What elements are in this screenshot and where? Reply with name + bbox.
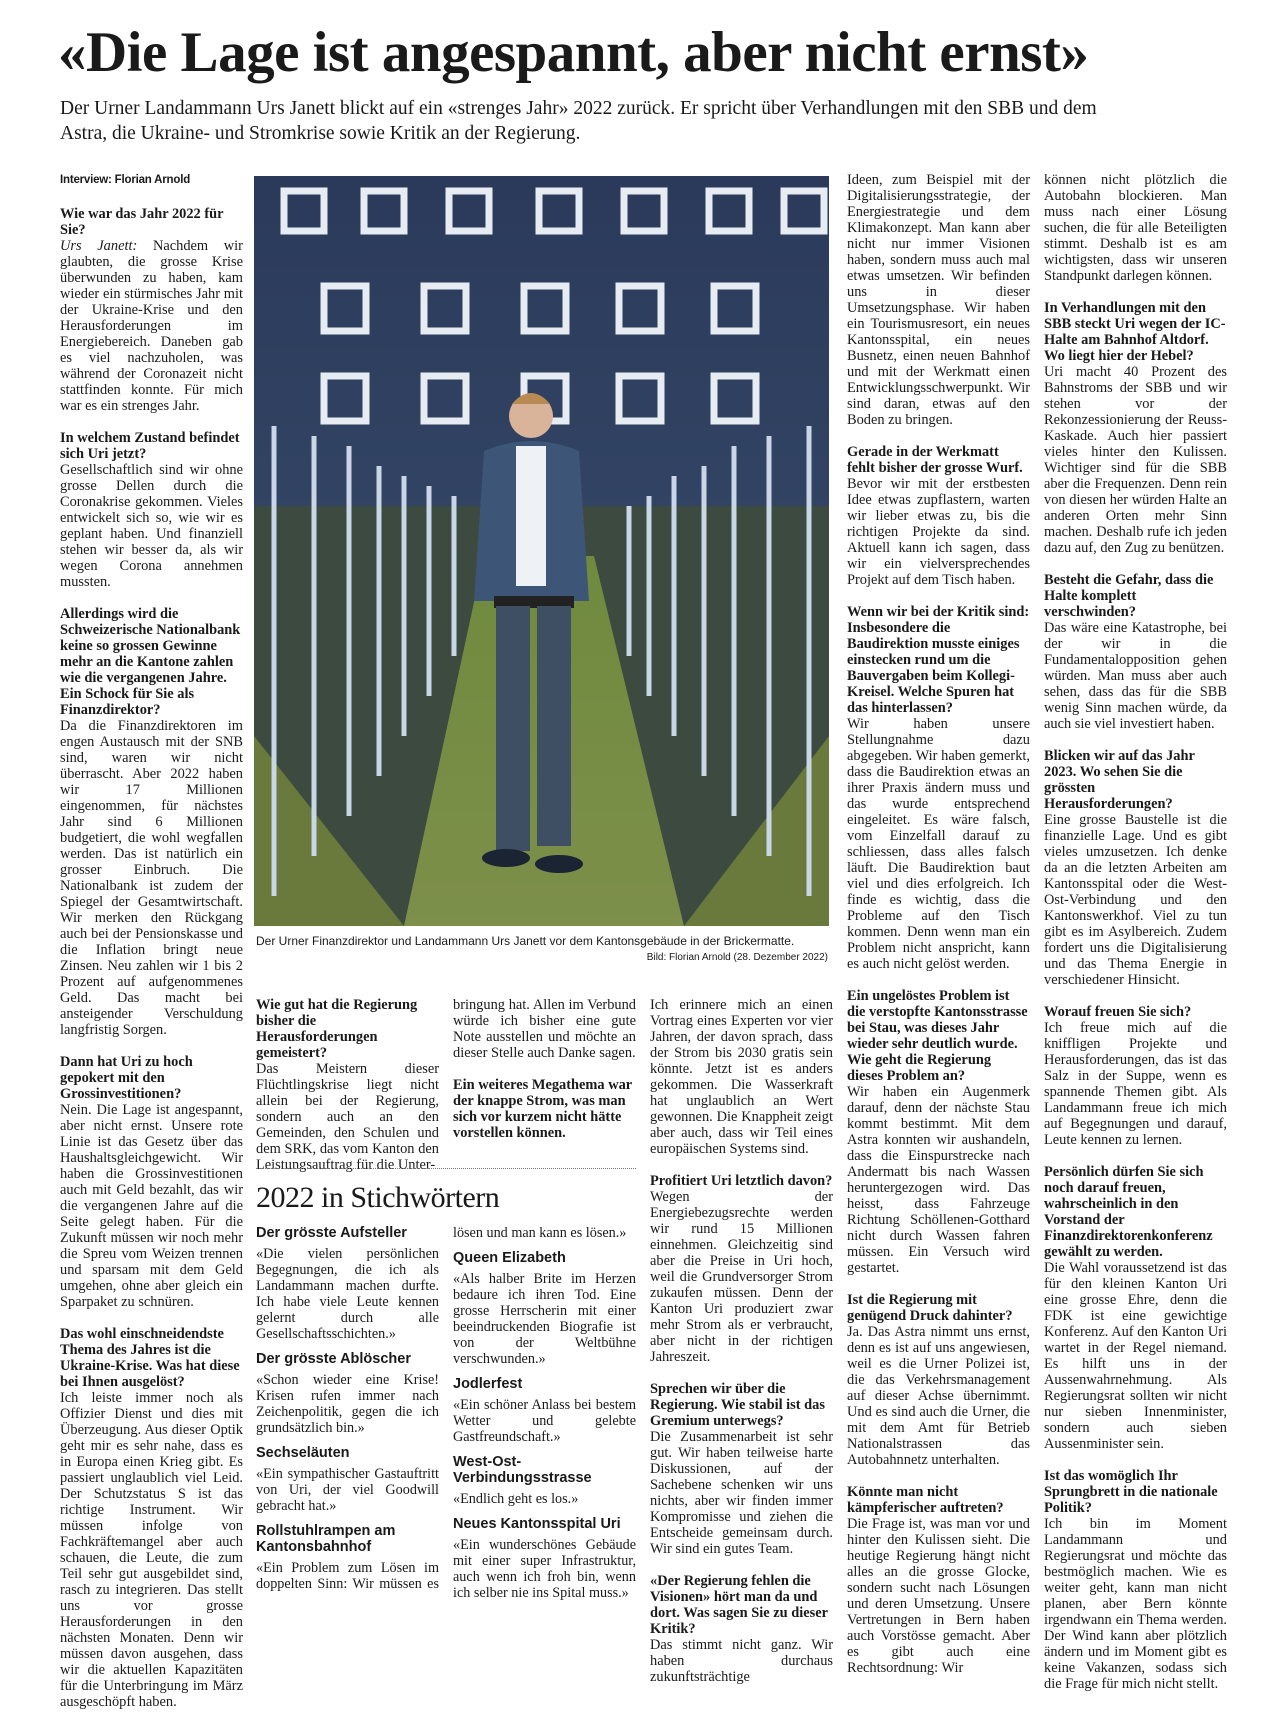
keyword-quote: «Ein sympathischer Gastauftritt von Uri, der viel Goodwill gebracht hat.» bbox=[256, 1466, 439, 1514]
qa-block bbox=[453, 1077, 636, 1141]
qa-block bbox=[847, 172, 1030, 428]
answer bbox=[1044, 1260, 1227, 1452]
keyword-title: Der grösste Ablöscher bbox=[256, 1351, 411, 1367]
article-column-6 bbox=[1044, 172, 1227, 1708]
answer bbox=[1044, 812, 1227, 988]
qa-block bbox=[60, 430, 243, 590]
question: Wie war das Jahr 2022 für Sie? bbox=[60, 206, 224, 238]
answer bbox=[650, 1637, 833, 1685]
qa-block bbox=[847, 604, 1030, 972]
keyword-title: Sechseläuten bbox=[256, 1445, 350, 1461]
keywords-list bbox=[256, 1225, 636, 1601]
qa-block bbox=[847, 1484, 1030, 1676]
answer-text: Gesellschaftlich sind wir ohne grosse Dellen durch die Coronakrise gekommen. Vieles entwickelt sich so, wie wir es geplant haben. Und finanziell stehen wir besser da, als wir wegen Corona annehmen mussten. bbox=[60, 462, 243, 590]
answer bbox=[847, 172, 1030, 428]
article-column-1 bbox=[60, 172, 243, 1726]
question: Gerade in der Werkmatt fehlt bisher der grosse Wurf. bbox=[847, 444, 1023, 476]
answer-text: Da die Finanzdirektoren im engen Austausch mit der SNB sind, waren wir nicht überrascht. Aber 2022 haben wir 17 Millionen eingenommen, für nächstes Jahr sind 6 Millionen budgetiert, die wohl wegfallen werden. Das ist natürlich ein grosser Einbruch. Die Nationalbank ist zudem der Spiegel der Gesamtwirtschaft. Wir merken den Rückgang auch bei der Pensionskasse und die Inflation bringt neue Zinsen. Neu zahlen wir 1 bis 2 Prozent auf aufgenommenes Geld. Das macht bei ansteigender Verschuldung langfristig Sorgen. bbox=[60, 718, 243, 1038]
qa-block bbox=[1044, 300, 1227, 556]
keyword-quote: «Die vielen persönlichen Begegnungen, die ich als Landammann machen durfte. Ich habe viele Leute kennen gelernt durch alle Gesellschaftsschichten.» bbox=[256, 1246, 439, 1342]
article-column-3 bbox=[453, 997, 636, 1157]
answer-text: Uri macht 40 Prozent des Bahnstroms der SBB und wir stehen vor der Rekonzessionierung der Reuss-Kaskade. Auch hier passiert vieles hinter den Kulissen. Wichtiger sind für die SBB aber die Frequenzen. Denn rein von diesen her würden Halte an anderen Orten mehr Sinn machen. Deshalb rufe ich jeden dazu auf, den Zug zu benützen. bbox=[1044, 364, 1227, 556]
answer-text: Das wäre eine Katastrophe, bei der wir in die Fundamentalopposition gehen würden. Man muss aber auch sehen, dass das für die SBB wenig Sinn machen würde, da auch sie viel investiert haben. bbox=[1044, 620, 1227, 732]
keywords-title: 2022 in Stichwörtern bbox=[256, 1181, 500, 1214]
photo-caption: Der Urner Finanzdirektor und Landammann Urs Janett vor dem Kantonsgebäude in der Brickermatte. bbox=[256, 934, 795, 948]
speaker-name: Urs Janett: bbox=[60, 238, 138, 254]
qa-block bbox=[60, 1054, 243, 1310]
lead-paragraph: Der Urner Landammann Urs Janett blickt auf ein «strenges Jahr» 2022 zurück. Er spricht über Verhandlungen mit den SBB und dem Astra, die Ukraine- und Stromkrise sowie Kritik an der Regierung. bbox=[60, 98, 1097, 144]
keyword-title: Der grösste Aufsteller bbox=[256, 1225, 407, 1241]
photo-image bbox=[254, 176, 829, 926]
question: Ist die Regierung mit genügend Druck dahinter? bbox=[847, 1292, 1013, 1324]
answer bbox=[256, 1061, 439, 1173]
question: Wie gut hat die Regierung bisher die Herausforderungen gemeistert? bbox=[256, 997, 418, 1061]
question: In Verhandlungen mit den SBB steckt Uri wegen der IC-Halte am Bahnhof Altdorf. Wo liegt hier der Hebel? bbox=[1044, 300, 1226, 364]
question: Besteht die Gefahr, dass die Halte komplett verschwinden? bbox=[1044, 572, 1214, 620]
answer-text: Die Wahl voraussetzend ist das für den kleinen Kanton Uri eine grosse Ehre, denn die FDK ist eine gewichtige Konferenz. Auf den Kanton Uri wartet in der Regel niemand. Es hilft uns in der Aussenwahrnehmung. Als Regierungsrat sollten wir nicht nur sieben Innenminister, sondern auch sieben Aussenminister sein. bbox=[1044, 1260, 1227, 1452]
answer-text: Wir haben unsere Stellungnahme dazu abgegeben. Wir haben gemerkt, dass die Baudirektion etwas an ihrer Praxis ändern muss und das wurde entsprechend eingeleitet. Es wäre falsch, vom Einzelfall darauf zu schliessen, dass alles falsch läuft. Die Baudirektion baut viel und dies erfolgreich. Ich finde es wichtig, dass die Probleme auf den Tisch kommen. Denn wenn man ein Problem nicht anspricht, kann es auch nicht gelöst werden. bbox=[847, 716, 1030, 972]
answer-text: Das Meistern dieser Flüchtlingskrise liegt nicht allein bei der Regierung, sondern auch an den Gemeinden, den Schulen und dem SRK, das vom Kanton den Leistungsauftrag für die Unter- bbox=[256, 1061, 439, 1173]
byline: Interview: Florian Arnold bbox=[60, 174, 191, 186]
answer bbox=[847, 476, 1030, 588]
answer-text: Das stimmt nicht ganz. Wir haben durchaus zukunftsträchtige bbox=[650, 1637, 833, 1685]
keyword-quote: «Ein wunderschönes Gebäude mit einer super Infrastruktur, auch wenn ich froh bin, wenn ich selber nie ins Spital muss.» bbox=[453, 1537, 636, 1601]
qa-block bbox=[453, 997, 636, 1061]
question: Wenn wir bei der Kritik sind: Insbesondere die Baudirektion musste einiges einstecken rund um die Bauvergaben beim Kollegi-Kreisel. Welche Spuren hat das hinterlassen? bbox=[847, 604, 1030, 716]
answer-text: Ja. Das Astra nimmt uns ernst, denn es ist auf uns angewiesen, weil es die Urner Polizei ist, die das Verkehrsmanagement auf dieser Achse übernimmt. Und es sind auch die Urner, die mit dem Amt für Betrieb Nationalstrassen das Autobahnnetz unterhalten. bbox=[847, 1324, 1030, 1468]
qa-block bbox=[256, 997, 439, 1173]
keyword-title: Jodlerfest bbox=[453, 1376, 523, 1392]
answer bbox=[1044, 172, 1227, 284]
qa-block bbox=[650, 997, 833, 1157]
qa-block bbox=[650, 1173, 833, 1365]
answer bbox=[650, 1429, 833, 1557]
question: Könnte man nicht kämpferischer auftreten? bbox=[847, 1484, 1004, 1516]
qa-block bbox=[1044, 172, 1227, 284]
answer-text: Die Frage ist, was man vor und hinter den Kulissen sieht. Die heutige Regierung hängt nicht alles an die grosse Glocke, sondern sucht nach Lösungen und deren Umsetzung. Unsere Vertretungen in Bern haben auch Vorstösse gemacht. Aber es gibt auch eine Rechtsordnung: Wir bbox=[847, 1516, 1030, 1676]
question: Sprechen wir über die Regierung. Wie stabil ist das Gremium unterwegs? bbox=[650, 1381, 825, 1429]
qa-block bbox=[1044, 1468, 1227, 1692]
answer bbox=[1044, 620, 1227, 732]
answer-text: Ich freue mich auf die kniffligen Projekte und Herausforderungen, das ist das Salz in der Suppe, wenn es spannende Themen gibt. Als Landammann freue ich mich auf Begegnungen und darauf, Leute kennen zu lernen. bbox=[1044, 1020, 1227, 1148]
question: «Der Regierung fehlen die Visionen» hört man da und dort. Was sagen Sie zu dieser Kritik? bbox=[650, 1573, 828, 1637]
answer bbox=[60, 1102, 243, 1310]
keyword-quote: «Ein schöner Anlass bei bestem Wetter und gelebte Gastfreundschaft.» bbox=[453, 1397, 636, 1445]
headline: «Die Lage ist angespannt, aber nicht ernst» bbox=[58, 21, 1089, 84]
keyword-title: Neues Kantonsspital Uri bbox=[453, 1516, 621, 1532]
answer bbox=[1044, 1020, 1227, 1148]
answer-text: Ich bin im Moment Landammann und Regierungsrat und möchte das bestmöglich machen. Wie es weiter geht, kann man nicht planen, aber Bern könnte irgendwann ein Thema werden. Der Wind kann aber plötzlich ändern und im Moment gibt es keine Vakanzen, sodass sich die Frage für mich nicht stellt. bbox=[1044, 1516, 1227, 1692]
answer-text: Die Zusammenarbeit ist sehr gut. Wir haben teilweise harte Diskussionen, auf der Sachebene schenken wir uns nichts, aber wir finden immer Kompromisse und ziehen die Entscheide gemeinsam durch. Wir sind ein gutes Team. bbox=[650, 1429, 833, 1557]
qa-block bbox=[1044, 1004, 1227, 1148]
question: Blicken wir auf das Jahr 2023. Wo sehen Sie die grössten Herausforderungen? bbox=[1044, 748, 1195, 812]
question: Profitiert Uri letztlich davon? bbox=[650, 1173, 833, 1189]
question: Ist das womöglich Ihr Sprungbrett in die nationale Politik? bbox=[1044, 1468, 1218, 1516]
answer-text: Eine grosse Baustelle ist die finanzielle Lage. Und es gibt vieles umzusetzen. Ich denke da an die letzten Arbeiten am Kantonsspital oder die West-Ost-Verbindung und den Kantonswerkhof. Viel zu tun gibt es im Asylbereich. Zudem fordert uns die Digitalisierung und das Thema Energie in verschiedener Hinsicht. bbox=[1044, 812, 1227, 988]
answer-text: Ideen, zum Beispiel mit der Digitalisierungsstrategie, der Energiestrategie und dem Klimakonzept. Man kann aber nicht nur immer Visionen haben, sondern muss auch mal etwas umsetzen. Wir befinden uns in dieser Umsetzungsphase. Wir haben ein Tourismusresort, ein neues Kantonsspital, ein neues Busnetz, einen neuen Bahnhof und mit der Werkmatt einen Entwicklungsschwerpunkt. Wir sind daran, etwas auf den Boden zu bringen. bbox=[847, 172, 1030, 428]
question: Ein ungelöstes Problem ist die verstopfte Kantonsstrasse bei Stau, was dieses Jahr wieder sehr deutlich wurde. Wie geht die Regierung dieses Problem an? bbox=[847, 988, 1028, 1084]
question: Persönlich dürfen Sie sich noch darauf freuen, wahrscheinlich in den Vorstand der Finanzdirektorenkonferenz gewählt zu werden. bbox=[1044, 1164, 1213, 1260]
answer bbox=[847, 1324, 1030, 1468]
keyword-title: West-Ost-Verbindungsstrasse bbox=[453, 1454, 592, 1486]
question: Worauf freuen Sie sich? bbox=[1044, 1004, 1192, 1020]
answer-text: bringung hat. Allen im Verbund würde ich bisher eine gute Note ausstellen und möchte an dieser Stelle auch Danke sagen. bbox=[453, 997, 636, 1061]
question: In welchem Zustand befindet sich Uri jetzt? bbox=[60, 430, 240, 462]
answer bbox=[847, 1516, 1030, 1676]
qa-block bbox=[1044, 748, 1227, 988]
answer-text: Wir haben ein Augenmerk darauf, denn der nächste Stau kommt bestimmt. Mit dem Astra konnten wir aushandeln, dass die Einspurstrecke nach Andermatt bis nach Wassen heruntergezogen wird. Das heisst, dass Fahrzeuge Richtung Schöllenen-Gotthard nicht durch Wassen fahren müssen. Ein Versuch wird gestartet. bbox=[847, 1084, 1030, 1276]
answer-text: Wegen der Energiebezugsrechte werden wir rund 15 Millionen einnehmen. Gleichzeitig sind aber die Preise in Uri hoch, weil die Grundversorger Strom zukaufen müssen. Denn der Kanton Uri produziert zwar mehr Strom als er verbraucht, aber nicht in der richtigen Jahreszeit. bbox=[650, 1189, 833, 1365]
keyword-quote: «Endlich geht es los.» bbox=[453, 1491, 579, 1507]
portrait-photo bbox=[254, 176, 829, 926]
answer-text: Ich erinnere mich an einen Vortrag eines Experten vor vier Jahren, der davon sprach, dass der Strom bis 2030 gratis sein könnte. Jetzt ist es anders gekommen. Die Wasserkraft hat unglaublich an Wert gewonnen. Die Knappheit zeigt aber auch, dass wir Teil eines europäischen Systems sind. bbox=[650, 997, 833, 1157]
qa-block bbox=[60, 1326, 243, 1710]
answer bbox=[60, 238, 243, 414]
keywords-box bbox=[256, 1168, 636, 1601]
keyword-title: Queen Elizabeth bbox=[453, 1250, 566, 1266]
keyword-quote: «Schon wieder eine Krise! Krisen rufen immer nach Zeichenpolitik, gegen die ich grundsätzlich bin.» bbox=[256, 1372, 439, 1436]
qa-block bbox=[650, 1381, 833, 1557]
answer bbox=[60, 1390, 243, 1710]
question: Ein weiteres Megathema war der knappe Strom, was man sich vor kurzem nicht hätte vorstellen können. bbox=[453, 1077, 632, 1141]
answer bbox=[847, 716, 1030, 972]
qa-block bbox=[60, 606, 243, 1038]
answer-text: Nein. Die Lage ist angespannt, aber nicht ernst. Unsere rote Linie ist das Gesetz über das Haushaltsgleichgewicht. Wir haben die Grossinvestitionen auch mit Geld bezahlt, das wir die vergangenen Jahre auf die Seite gelegt haben. Für die Zukunft müssen wir noch mehr die Spreu vom Weizen trennen und sparsam mit dem Geld umgehen, ohne aber gleich ein Sparpaket zu schnüren. bbox=[60, 1102, 243, 1310]
article-column-5 bbox=[847, 172, 1030, 1692]
keyword-quote: «Als halber Brite im Herzen bedaure ich ihren Tod. Eine grosse Herrscherin mit einer beeindruckenden Biografie ist von der Weltbühne verschwunden.» bbox=[453, 1271, 636, 1367]
article-column-4 bbox=[650, 997, 833, 1701]
qa-block bbox=[650, 1573, 833, 1685]
answer bbox=[650, 997, 833, 1157]
qa-block bbox=[847, 988, 1030, 1276]
qa-block bbox=[60, 206, 243, 414]
answer bbox=[1044, 364, 1227, 556]
answer-text: Bevor wir mit der erstbesten Idee etwas zupflastern, warten wir lieber etwas zu, bis die richtigen Projekte da sind. Aktuell kann ich sagen, dass wir ein vielversprechendes Projekt auf dem Tisch haben. bbox=[847, 476, 1030, 588]
answer bbox=[453, 997, 636, 1061]
answer bbox=[60, 462, 243, 590]
qa-block bbox=[847, 444, 1030, 588]
qa-block bbox=[1044, 1164, 1227, 1452]
answer-text: können nicht plötzlich die Autobahn blockieren. Man muss nach einer Lösung suchen, die für alle Beteiligten stimmt. Deshalb ist es am wichtigsten, dass wir unseren Standpunkt darlegen können. bbox=[1044, 172, 1227, 284]
answer bbox=[1044, 1516, 1227, 1692]
answer bbox=[650, 1189, 833, 1365]
article-column-2 bbox=[256, 997, 439, 1189]
question: Dann hat Uri zu hoch gepokert mit den Grossinvestitionen? bbox=[60, 1054, 193, 1102]
qa-block bbox=[847, 1292, 1030, 1468]
photo-credit: Bild: Florian Arnold (28. Dezember 2022) bbox=[646, 952, 828, 963]
keyword-title: Rollstuhlrampen am Kantonsbahnhof bbox=[256, 1523, 396, 1555]
answer-text: Nachdem wir glaubten, die grosse Krise überwunden zu haben, kam wieder ein stürmisches Jahr mit der Ukraine-Krise und den Herausforderungen im Energiebereich. Daneben gab es viel nachzuholen, was während der Coronazeit nicht stattfinden konnte. Für mich war es ein strenges Jahr. bbox=[60, 238, 243, 414]
question: Allerdings wird die Schweizerische Nationalbank keine so grossen Gewinne mehr an die Kantone zahlen wie die vergangenen Jahre. Ein Schock für Sie als Finanzdirektor? bbox=[60, 606, 241, 718]
keyword-quote: «Ein Problem zum Lösen im doppelten Sinn: Wir müssen es lösen und man kann es lösen.» bbox=[256, 1225, 627, 1592]
question: Das wohl einschneidendste Thema des Jahres ist die Ukraine-Krise. Was hat diese bei Ihnen ausgelöst? bbox=[60, 1326, 240, 1390]
qa-block bbox=[1044, 572, 1227, 732]
answer-text: Ich leiste immer noch als Offizier Dienst und dies mit Überzeugung. Aus dieser Optik geht mir es sehr nahe, dass es in Europa einen Krieg gibt. Es passiert unglaublich viel Leid. Der Schutzstatus S ist das richtige Instrument. Wir müssen infolge von Fachkräftemangel aber auch schauen, die Leute, die zum Teil sehr gut ausgebildet sind, rasch zu integrieren. Das stellt uns vor grosse Herausforderungen in den nächsten Monaten. Denn wir müssen davon ausgehen, dass wir die aktuellen Kapazitäten für die Unterbringung im März ausgeschöpft haben. bbox=[60, 1390, 243, 1710]
answer bbox=[847, 1084, 1030, 1276]
answer bbox=[60, 718, 243, 1038]
